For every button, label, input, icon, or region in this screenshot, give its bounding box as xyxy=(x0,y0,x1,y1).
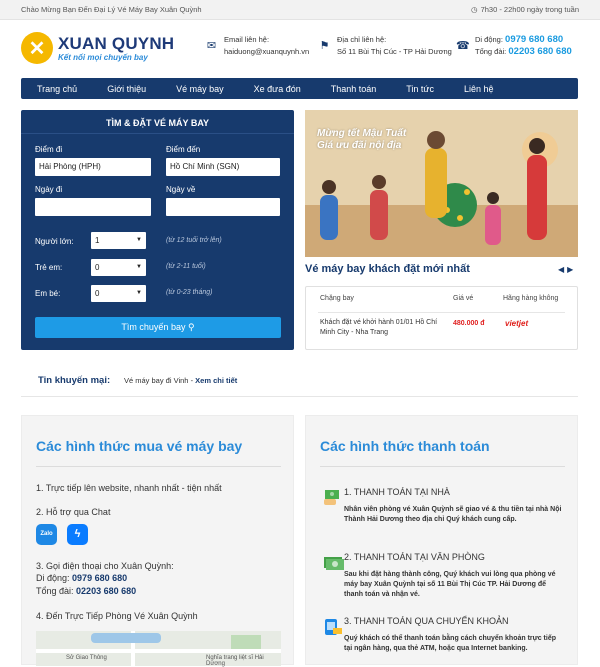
buy-mobile-number[interactable]: 0979 680 680 xyxy=(72,573,128,583)
promo-banner[interactable] xyxy=(305,110,578,257)
return-label: Ngày về xyxy=(166,185,196,194)
pay-method-transfer-desc: Quý khách có thể thanh toán bằng cách chuyển khoản trực tiếp tại ngân hàng, qua thẻ ATM, hoặc qua Internet banking. xyxy=(344,635,556,652)
to-label: Điểm đến xyxy=(166,145,201,154)
buy-hotline-label: Tổng đài: xyxy=(36,586,74,596)
payment-methods-title: Các hình thức thanh toán xyxy=(320,438,490,454)
depart-label: Ngày đi xyxy=(35,185,63,194)
logo-x-icon: ✕ xyxy=(21,32,53,64)
nav-payment[interactable]: Thanh toán xyxy=(330,83,377,94)
child-label: Trẻ em: xyxy=(35,263,63,272)
child-select[interactable] xyxy=(91,259,146,276)
row-price: 480.000 đ xyxy=(453,320,485,327)
return-date-input[interactable] xyxy=(166,198,280,216)
welcome-text: Chào Mừng Bạn Đến Đại Lý Vé Máy Bay Xuân Quỳnh xyxy=(21,5,202,14)
buy-methods-panel xyxy=(21,415,294,665)
bank-transfer-icon xyxy=(322,616,344,638)
map-label: Sở Giao Thông xyxy=(66,655,107,661)
top-bar xyxy=(0,0,600,20)
pay-method-transfer-title: 3. THANH TOÁN QUA CHUYỂN KHOẢN xyxy=(344,616,509,626)
adult-value: 1 xyxy=(95,236,100,245)
adult-label: Người lớn: xyxy=(35,237,74,246)
recent-bookings-title: Vé máy bay khách đặt mới nhất xyxy=(305,263,470,275)
email-label: Email liên hệ: xyxy=(224,35,270,44)
search-flights-button[interactable] xyxy=(35,317,281,338)
hotline-number[interactable]: 02203 680 680 xyxy=(508,46,572,57)
hotline-label: Tổng đài: xyxy=(475,47,507,56)
slogan: Kết nối mọi chuyến bay xyxy=(58,52,148,62)
buy-method-website: 1. Trực tiếp lên website, nhanh nhất - tiện nhất xyxy=(36,483,222,493)
messenger-icon[interactable]: ϟ xyxy=(67,524,88,545)
promo-ticker xyxy=(124,376,237,385)
clock-icon: ◷ xyxy=(471,5,478,14)
buy-method-chat: 2. Hỗ trợ qua Chat xyxy=(36,507,111,517)
phone-contact xyxy=(456,34,572,58)
nav-contact[interactable]: Liên hệ xyxy=(463,83,494,94)
mobile-label: Di động: xyxy=(475,35,503,44)
infant-select[interactable] xyxy=(91,285,146,302)
infant-value: 0 xyxy=(95,289,100,298)
promo-text: Vé máy bay đi Vinh - xyxy=(124,376,196,385)
office-map[interactable] xyxy=(36,631,281,666)
search-button-label: Tìm chuyến bay xyxy=(121,322,186,332)
caret-icon: ▼ xyxy=(136,264,142,270)
nav-tickets[interactable]: Vé máy bay xyxy=(176,83,224,94)
buy-method-office: 4. Đến Trực Tiếp Phòng Vé Xuân Quỳnh xyxy=(36,611,198,621)
buy-mobile-label: Di động: xyxy=(36,573,70,583)
to-input[interactable]: Hồ Chí Minh (SGN) xyxy=(166,158,280,176)
next-arrow-icon[interactable]: ▶ xyxy=(567,265,577,274)
phone-icon: ☎ xyxy=(456,40,470,52)
map-label: Nghĩa trang liệt sĩ Hải Dương xyxy=(206,655,264,667)
infant-hint: (từ 0-23 tháng) xyxy=(166,289,213,296)
email-contact xyxy=(205,34,309,58)
brand-name: XUAN QUYNH xyxy=(58,33,175,53)
nav-home[interactable]: Trang chủ xyxy=(37,83,78,94)
nav-shuttle[interactable]: Xe đưa đón xyxy=(253,83,301,94)
adult-select[interactable] xyxy=(91,232,146,249)
promo-detail-link[interactable]: Xem chi tiết xyxy=(195,376,238,385)
buy-hotline-number[interactable]: 02203 680 680 xyxy=(76,586,137,596)
vietjet-logo: vietjet xyxy=(505,319,529,328)
cash-hand-icon xyxy=(322,486,344,508)
col-airline: Hãng hàng không xyxy=(503,295,559,302)
header xyxy=(0,20,600,76)
pay-method-home-title: 1. THANH TOÁN TẠI NHÀ xyxy=(344,487,450,497)
pay-method-home-desc: Nhân viên phòng vé Xuân Quỳnh sẽ giao vé & thu tiền tại nhà Nội Thành Hải Dương theo địa chỉ Quý khách cung cấp. xyxy=(344,506,562,523)
main-nav xyxy=(21,78,578,99)
table-divider xyxy=(318,312,565,313)
depart-date-input[interactable] xyxy=(35,198,151,216)
address-contact xyxy=(318,34,452,58)
logo[interactable] xyxy=(21,32,201,64)
from-label: Điểm đi xyxy=(35,145,63,154)
pay-method-office-title: 2. THANH TOÁN TẠI VĂN PHÒNG xyxy=(344,552,485,562)
search-title: TÌM & ĐẶT VÉ MÁY BAY xyxy=(21,110,294,134)
pay-method-office-desc: Sau khi đặt hàng thành công, Quý khách vui lòng qua phòng vé máy bay Xuân Quỳnh tại số 11 Bùi Thị Cúc TP. Hải Dương để thanh toán và nhận vé. xyxy=(344,571,556,598)
address-label: Địa chỉ liên hệ: xyxy=(337,35,387,44)
infant-label: Em bé: xyxy=(35,289,61,298)
divider xyxy=(36,466,281,467)
map-lake xyxy=(91,633,161,643)
flight-search-form xyxy=(21,110,294,350)
divider xyxy=(320,466,565,467)
hours-text: 7h30 - 22h00 ngày trong tuần xyxy=(480,5,579,14)
money-icon xyxy=(322,552,344,574)
recent-bookings-table xyxy=(305,286,578,350)
payment-methods-panel xyxy=(305,415,578,665)
buy-mobile-line xyxy=(36,572,127,584)
address-text: Số 11 Bùi Thị Cúc - TP Hải Dương xyxy=(337,47,452,56)
carousel-arrows xyxy=(558,265,576,274)
zalo-icon[interactable]: Zalo xyxy=(36,524,57,545)
search-icon: ⚲ xyxy=(187,322,195,332)
buy-methods-title: Các hình thức mua vé máy bay xyxy=(36,438,243,454)
map-road xyxy=(36,649,281,653)
prev-arrow-icon[interactable]: ◀ xyxy=(558,265,568,274)
row-route: Khách đặt vé khởi hành 01/01 Hồ Chí Minh City - Nha Trang xyxy=(320,319,438,336)
buy-method-phone: 3. Gọi điện thoại cho Xuân Quỳnh: xyxy=(36,561,174,571)
map-marker-icon: ⚑ xyxy=(319,40,330,52)
nav-news[interactable]: Tin tức xyxy=(406,83,434,94)
banner-line-1: Mừng tết Mậu Tuất xyxy=(317,128,407,139)
mobile-number[interactable]: 0979 680 680 xyxy=(505,34,564,45)
banner-line-2: Giá ưu đãi nội địa xyxy=(317,140,402,151)
col-route: Chặng bay xyxy=(320,295,354,302)
nav-about[interactable]: Giới thiệu xyxy=(107,83,147,94)
child-value: 0 xyxy=(95,263,100,272)
divider xyxy=(21,396,578,397)
col-price: Giá vé xyxy=(453,295,474,302)
map-park xyxy=(231,635,261,649)
promo-label: Tin khuyến mại: xyxy=(38,375,111,386)
envelope-icon: ✉ xyxy=(206,40,217,52)
caret-icon: ▼ xyxy=(136,237,142,243)
opening-hours xyxy=(471,5,579,14)
from-input[interactable]: Hải Phòng (HPH) xyxy=(35,158,151,176)
caret-icon: ▼ xyxy=(136,290,142,296)
child-hint: (từ 2-11 tuổi) xyxy=(166,263,206,270)
buy-hotline-line xyxy=(36,585,136,597)
adult-hint: (từ 12 tuổi trở lên) xyxy=(166,237,222,244)
email-address[interactable]: haiduong@xuanquynh.vn xyxy=(224,47,310,56)
banner-caption xyxy=(317,128,406,152)
